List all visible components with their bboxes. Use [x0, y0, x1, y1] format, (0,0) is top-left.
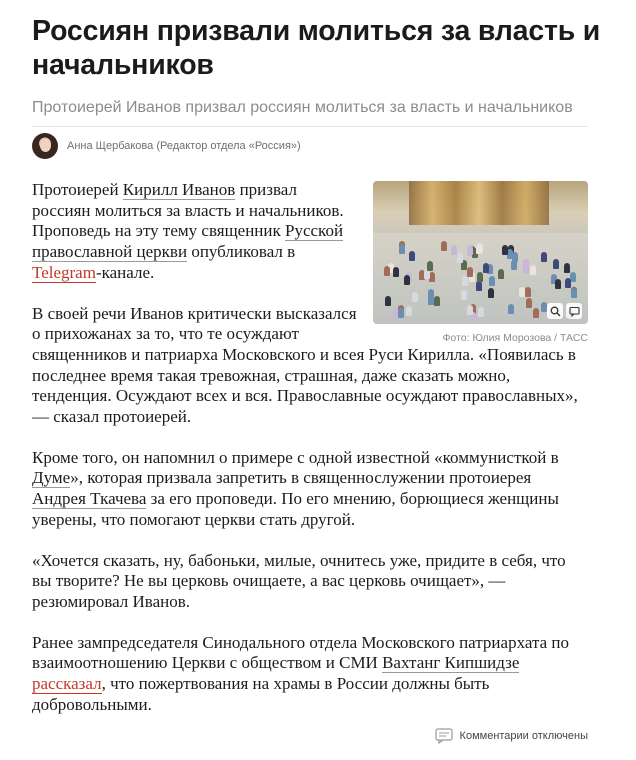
paragraph-text: », которая призвала запретить в священнослужении протоиерея: [70, 468, 532, 488]
divider: [32, 126, 588, 127]
photo-caption: Фото: Юлия Морозова / ТАСС: [442, 332, 588, 344]
inline-link[interactable]: Telegram: [32, 262, 96, 282]
inline-link[interactable]: Андрея Ткачева: [32, 489, 147, 509]
paragraph-text: Ранее зампредседателя Синодального отдела Московского патриархата по взаимоотношению Церкви с обществом и СМИ: [32, 632, 569, 673]
paragraph-text: призвал россиян молиться за власть и начальников. Проповедь на эту тему священник: [32, 180, 344, 241]
paragraph-text: за его проповеди. По его мнению, борющиеся женщины уверены, что помогают церкви стать другой.: [32, 489, 559, 529]
inline-link[interactable]: рассказал: [32, 674, 102, 694]
comments-label: Комментарии отключены: [459, 730, 588, 742]
author-byline[interactable]: [32, 132, 301, 160]
inline-link[interactable]: Русской православной церкви: [32, 221, 344, 262]
paragraph-text: опубликовал в: [187, 242, 296, 262]
comment-icon: [435, 728, 453, 744]
paragraph-text: В своей речи Иванов критически высказался о прихожанах за то, что те осуждают священников и патриарха Московского и всея Руси Кирилла. «Появилась в последнее время такая тревожная, страшная, даже сказать можно, тенденция. Осуждают всех и вся. Православные осуждают православных», — сказал протоиерей.: [32, 303, 578, 427]
article-paragraph: [32, 551, 588, 613]
author-name[interactable]: Анна Щербакова (Редактор отдела «Россия»): [67, 140, 301, 152]
paragraph-text: -канале.: [95, 262, 155, 282]
paragraph-text: , что пожертвования на храмы в России должны быть добровольными.: [32, 674, 490, 714]
article-figure: [373, 181, 588, 344]
article-paragraph: [32, 448, 588, 531]
inline-link[interactable]: Кирилл Иванов: [122, 180, 236, 199]
article-photo[interactable]: [373, 181, 588, 324]
zoom-icon[interactable]: [547, 303, 563, 319]
comments-status: [435, 728, 588, 744]
paragraph-text: «Хочется сказать, ну, бабоньки, милые, очнитесь уже, придите в себя, что вы творите? Не вы церковь очищаете, а вас церковь очищает», — резюмировал Иванов.: [32, 550, 566, 611]
comment-icon[interactable]: [566, 303, 582, 319]
article-headline: Россиян призвали молиться за власть и начальников: [32, 15, 601, 81]
paragraph-text: Протоиерей: [32, 180, 123, 199]
article-subtitle: Протоиерей Иванов призвал россиян молиться за власть и начальников: [32, 99, 573, 116]
article-paragraph: [32, 633, 588, 716]
paragraph-text: Кроме того, он напомнил о примере с одной известной «коммунисткой в: [32, 447, 559, 467]
inline-link[interactable]: Вахтанг Кипшидзе: [382, 653, 520, 673]
article-body: [32, 180, 588, 735]
author-avatar[interactable]: [32, 133, 58, 159]
inline-link[interactable]: Думе: [32, 468, 71, 488]
